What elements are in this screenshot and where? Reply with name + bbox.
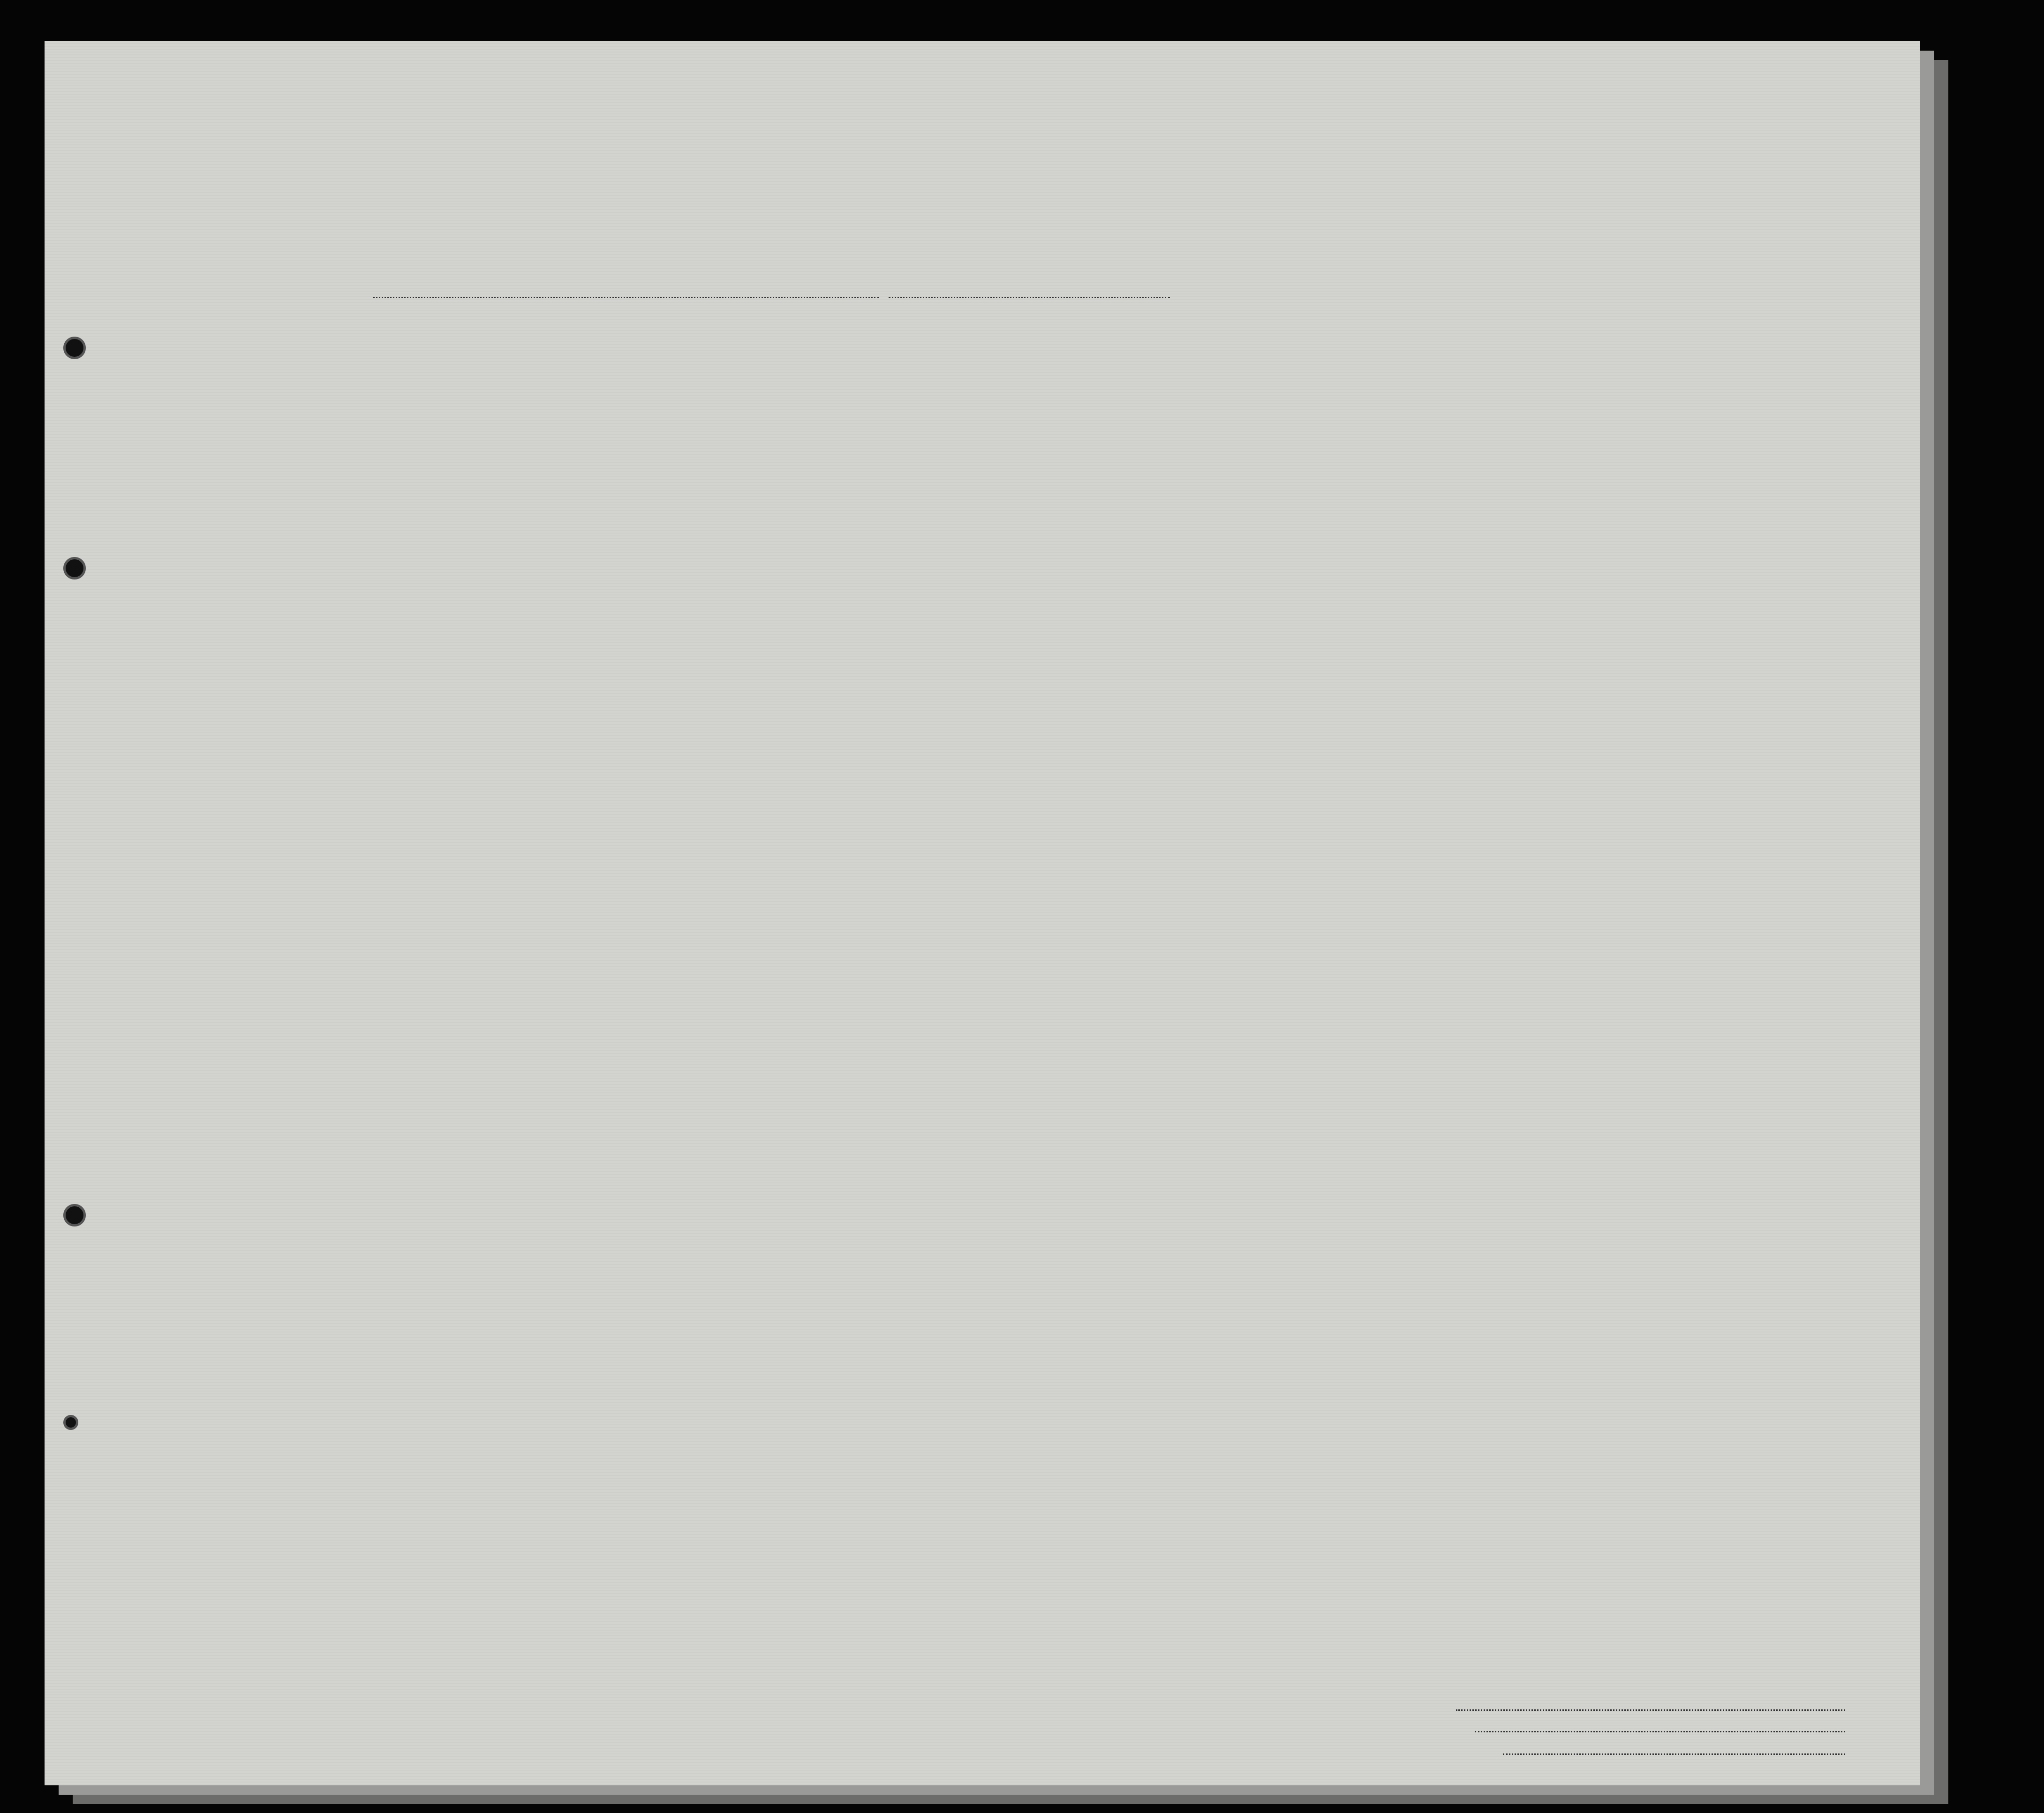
col34-inches (1644, 421, 1658, 473)
col24-length (1170, 351, 1196, 468)
binder-hole (63, 1204, 86, 1226)
col27-label (1308, 332, 1327, 473)
binder-hole (63, 337, 86, 359)
col30-label (1440, 323, 1458, 473)
line-field (1456, 1709, 1845, 1711)
col34-feet (1620, 421, 1634, 473)
col25-label (1247, 323, 1280, 473)
manifest-sheet (45, 41, 1920, 1785)
binder-hole (63, 557, 86, 579)
col19-label (574, 341, 603, 463)
col24-citizen (1200, 351, 1226, 468)
owners-field (1475, 1731, 1845, 1732)
col31-label (1465, 323, 1484, 473)
col28-label (1329, 323, 1395, 473)
agents-field (1503, 1753, 1845, 1755)
col29-label (1400, 323, 1437, 473)
manifest-grid (45, 41, 1920, 1785)
col26-label (1282, 332, 1301, 473)
col21-label (686, 341, 709, 463)
binder-hole (63, 1415, 78, 1430)
col24-return (1139, 351, 1168, 468)
